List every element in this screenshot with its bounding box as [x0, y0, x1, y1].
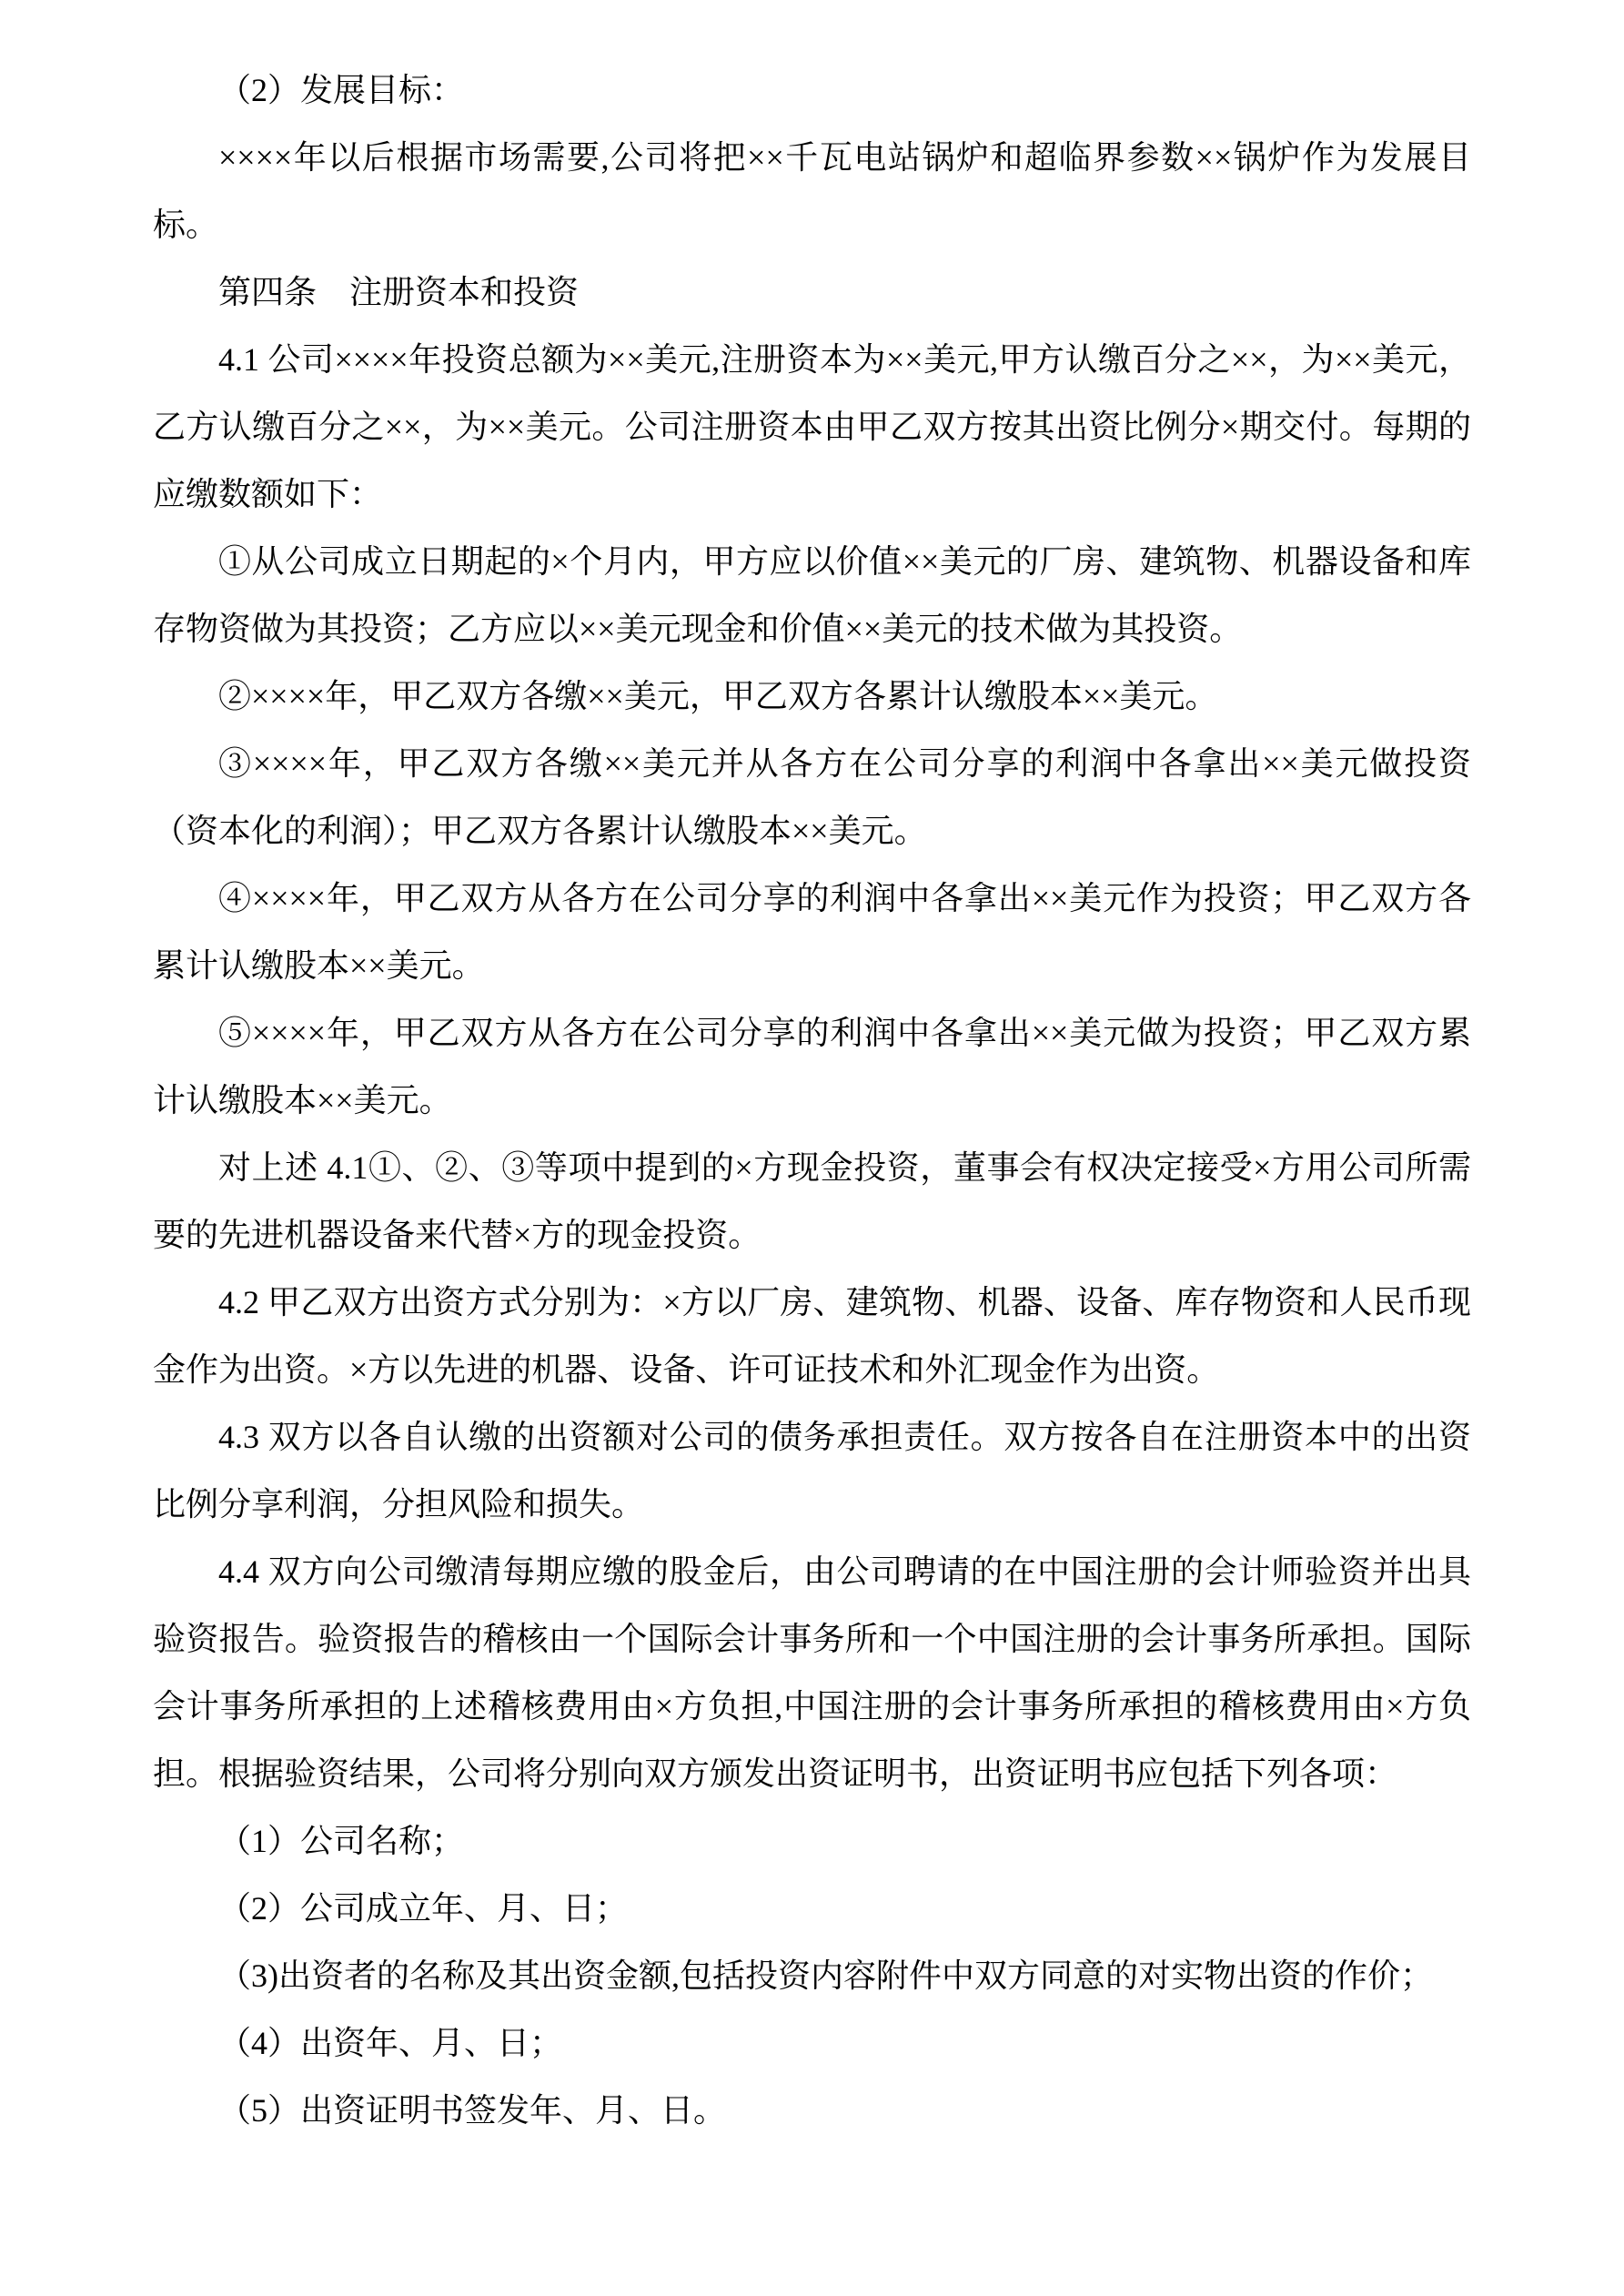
- certificate-item-5: （5）出资证明书签发年、月、日。: [218, 2092, 727, 2129]
- paragraph-clause-4-1-note: 对上述 4.1①、②、③等项中提到的×方现金投资，董事会有权决定接受×方用公司所需要的先进机器设备来代替×方的现金投资。: [153, 1149, 1471, 1253]
- paragraph-clause-4-1-item-4: ④××××年，甲乙双方从各方在公司分享的利润中各拿出××美元作为投资；甲乙双方各累计认缴股本××美元。: [153, 880, 1471, 984]
- paragraph-clause-4-1-item-3: ③××××年，甲乙双方各缴××美元并从各方在公司分享的利润中各拿出××美元做投资（资本化的利润）；甲乙双方各累计认缴股本××美元。: [153, 745, 1471, 849]
- certificate-item-4: （4）出资年、月、日；: [218, 2025, 563, 2061]
- paragraph-clause-4-3: 4.3 双方以各自认缴的出资额对公司的债务承担责任。双方按各自在注册资本中的出资比例分享利润，分担风险和损失。: [153, 1419, 1471, 1522]
- certificate-item-1: （1）公司名称；: [218, 1823, 465, 1859]
- paragraph-clause-4-1-item-2: ②××××年，甲乙双方各缴××美元，甲乙双方各累计认缴股本××美元。: [218, 678, 1218, 714]
- paragraph-development-goal-heading: （2）发展目标：: [218, 72, 465, 108]
- paragraph-clause-4-1-item-1: ①从公司成立日期起的×个月内，甲方应以价值××美元的厂房、建筑物、机器设备和库存物资做为其投资；乙方应以××美元现金和价值××美元的技术做为其投资。: [153, 543, 1471, 647]
- paragraph-clause-4-1: 4.1 公司××××年投资总额为××美元,注册资本为××美元,甲方认缴百分之××，为××美元，乙方认缴百分之××，为××美元。公司注册资本由甲乙双方按其出资比例分×期交付。每期的应缴数额如下：: [153, 341, 1471, 512]
- paragraph-development-goal-body: ××××年以后根据市场需要,公司将把××千瓦电站锅炉和超临界参数××锅炉作为发展目标。: [153, 139, 1471, 243]
- paragraph-clause-4-2: 4.2 甲乙双方出资方式分别为：×方以厂房、建筑物、机器、设备、库存物资和人民币现金作为出资。×方以先进的机器、设备、许可证技术和外汇现金作为出资。: [153, 1284, 1471, 1388]
- certificate-item-2: （2）公司成立年、月、日；: [218, 1890, 629, 1927]
- paragraph-clause-4-4: 4.4 双方向公司缴清每期应缴的股金后，由公司聘请的在中国注册的会计师验资并出具验资报告。验资报告的稽核由一个国际会计事务所和一个中国注册的会计事务所承担。国际会计事务所承担的上述稽核费用由×方负担,中国注册的会计事务所承担的稽核费用由×方负担。根据验资结果，公司将分别向双方颁发出资证明书，出资证明书应包括下列各项：: [153, 1553, 1471, 1792]
- paragraph-clause-4-1-item-5: ⑤××××年，甲乙双方从各方在公司分享的利润中各拿出××美元做为投资；甲乙双方累计认缴股本××美元。: [153, 1015, 1471, 1118]
- section-heading-article-4: 第四条 注册资本和投资: [218, 274, 580, 310]
- certificate-item-3: （3)出资者的名称及其出资金额,包括投资内容附件中双方同意的对实物出资的作价；: [218, 1957, 1433, 1994]
